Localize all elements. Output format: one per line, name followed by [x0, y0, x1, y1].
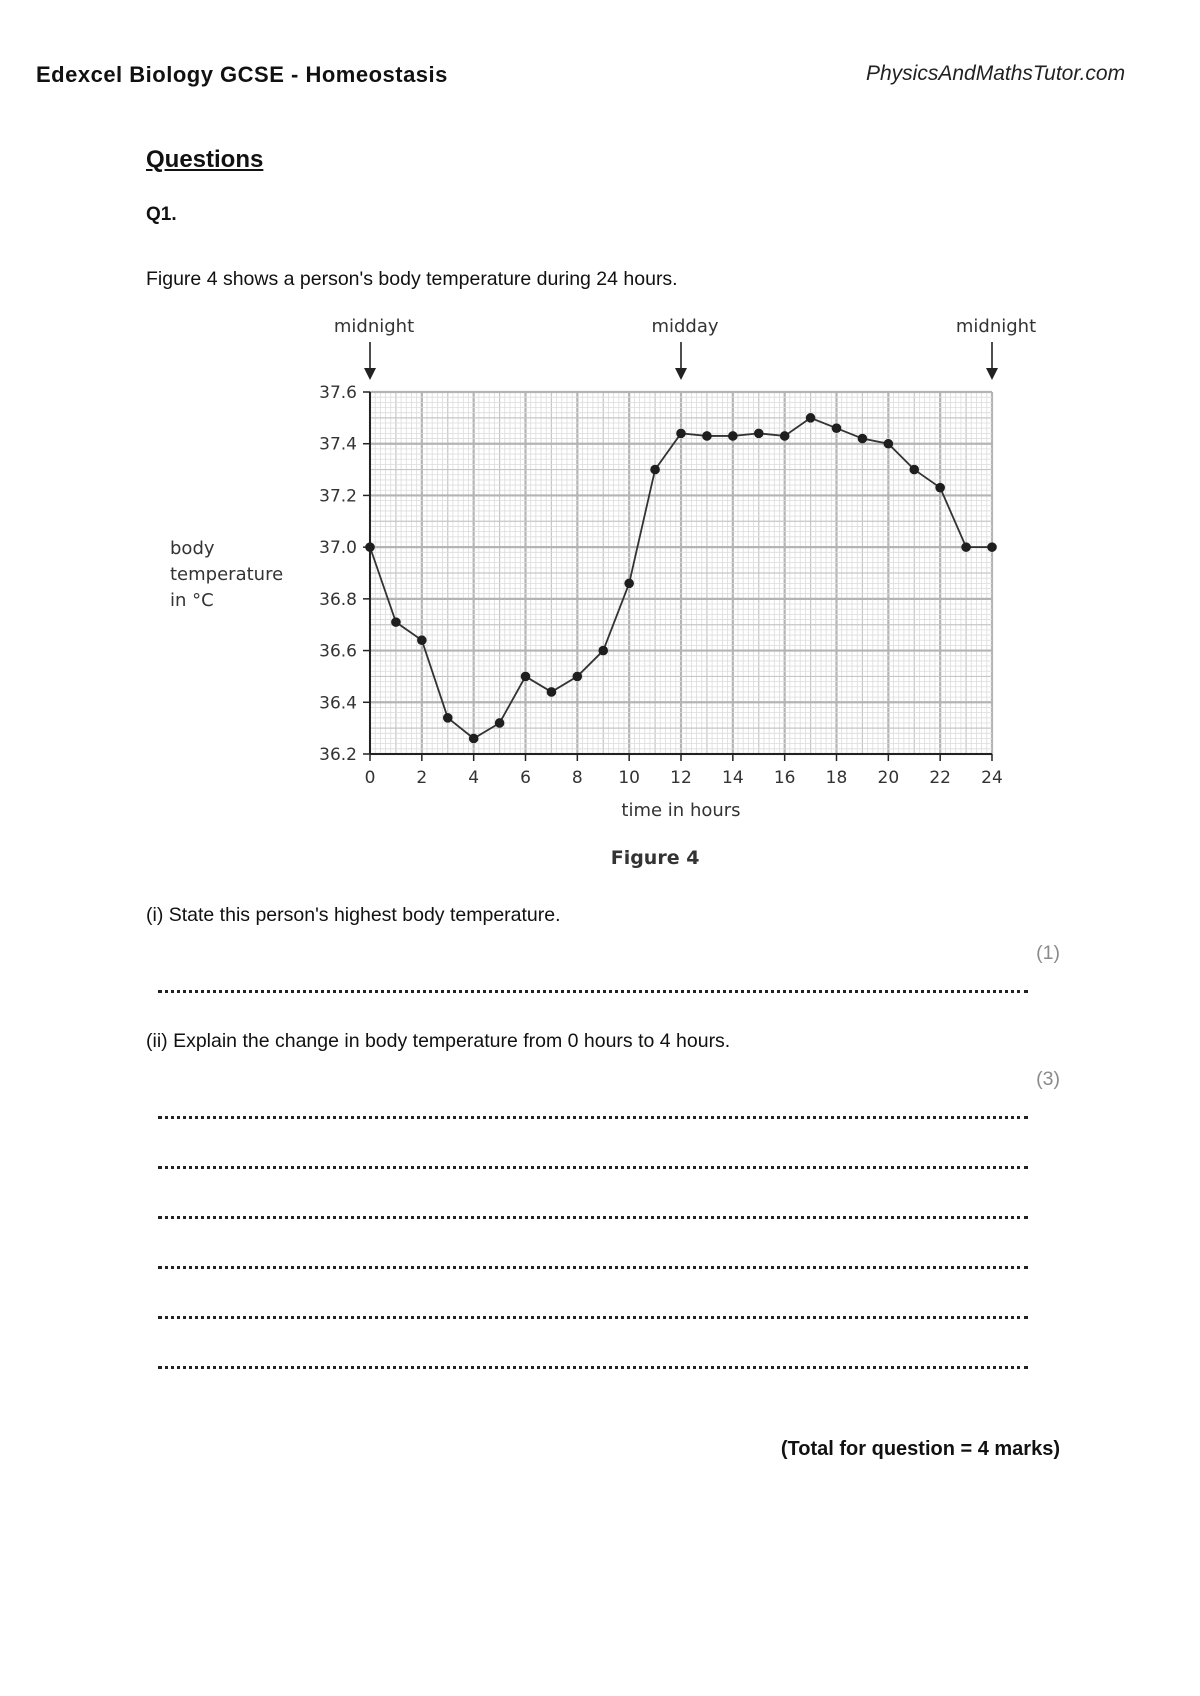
- y-tick-label: 36.4: [319, 693, 357, 714]
- time-marker-label: midnight: [955, 316, 1037, 337]
- total-marks: (Total for question = 4 marks): [780, 1438, 1060, 1460]
- questions-heading: Questions: [146, 146, 264, 173]
- answer-line[interactable]: [158, 1216, 1028, 1219]
- x-tick-label: 12: [670, 768, 692, 788]
- answer-line[interactable]: [158, 990, 1028, 993]
- data-point: [573, 672, 583, 682]
- data-point: [909, 465, 919, 475]
- x-tick-label: 6: [520, 768, 531, 788]
- data-point: [650, 465, 660, 475]
- data-point: [728, 431, 738, 441]
- answer-line[interactable]: [158, 1266, 1028, 1269]
- data-point: [935, 483, 945, 493]
- part-ii-prompt: (ii) Explain the change in body temperature from 0 hours to 4 hours.: [146, 1030, 731, 1052]
- y-tick-label: 36.2: [319, 745, 357, 765]
- question-intro: Figure 4 shows a person's body temperature during 24 hours.: [146, 268, 678, 290]
- data-point: [469, 734, 479, 744]
- document-title: Edexcel Biology GCSE - Homeostasis: [36, 62, 448, 87]
- body-temperature-chart: [160, 300, 1060, 890]
- data-point: [832, 423, 842, 433]
- question-number: Q1.: [146, 204, 177, 225]
- data-point: [443, 713, 453, 723]
- x-tick-label: 18: [825, 768, 848, 788]
- x-tick-label: 0: [364, 768, 376, 788]
- data-point: [961, 542, 971, 552]
- part-ii-marks: (3): [1036, 1068, 1060, 1090]
- x-tick-label: 22: [929, 768, 951, 788]
- data-point: [417, 635, 427, 645]
- data-point: [987, 542, 997, 552]
- y-tick-label: 37.2: [319, 486, 357, 507]
- x-tick-label: 14: [722, 768, 744, 788]
- y-tick-label: 36.8: [319, 589, 357, 610]
- y-axis-label: temperature: [170, 564, 284, 585]
- x-tick-label: 2: [416, 768, 428, 788]
- y-axis-label: in °C: [170, 590, 214, 611]
- x-tick-label: 8: [571, 768, 583, 788]
- data-point: [365, 542, 375, 552]
- part-i-prompt: (i) State this person's highest body temperature.: [146, 904, 561, 926]
- y-tick-label: 37.4: [319, 434, 357, 455]
- x-tick-label: 10: [618, 768, 640, 788]
- data-point: [858, 434, 868, 444]
- data-point: [806, 413, 816, 423]
- x-tick-label: 16: [773, 768, 796, 788]
- part-i-marks: (1): [1036, 942, 1060, 964]
- arrow-head-icon: [675, 368, 687, 380]
- data-point: [598, 646, 608, 656]
- data-point: [676, 429, 686, 439]
- data-point: [624, 579, 634, 589]
- data-point: [521, 672, 531, 682]
- x-axis-label: time in hours: [621, 800, 741, 821]
- time-marker-label: midnight: [333, 316, 415, 337]
- site-name: PhysicsAndMathsTutor.com: [866, 62, 1126, 85]
- y-tick-label: 37.6: [319, 383, 357, 403]
- grid: [370, 392, 992, 754]
- arrow-head-icon: [986, 368, 998, 380]
- x-tick-label: 20: [877, 768, 900, 788]
- data-point: [884, 439, 894, 449]
- data-point: [780, 431, 790, 441]
- y-tick-label: 37.0: [319, 538, 357, 559]
- answer-line[interactable]: [158, 1316, 1028, 1319]
- x-tick-label: 24: [981, 768, 1003, 788]
- data-point: [495, 718, 505, 728]
- y-axis-label: body: [170, 538, 215, 559]
- answer-line[interactable]: [158, 1116, 1028, 1119]
- y-tick-label: 36.6: [319, 641, 357, 662]
- answer-line[interactable]: [158, 1166, 1028, 1169]
- figure-caption: Figure 4: [610, 847, 700, 869]
- data-point: [702, 431, 712, 441]
- data-point: [754, 429, 764, 439]
- arrow-head-icon: [364, 368, 376, 380]
- answer-line[interactable]: [158, 1366, 1028, 1369]
- data-point: [547, 687, 557, 697]
- time-marker-label: midday: [651, 316, 719, 337]
- data-point: [391, 617, 401, 627]
- x-tick-label: 4: [468, 768, 480, 788]
